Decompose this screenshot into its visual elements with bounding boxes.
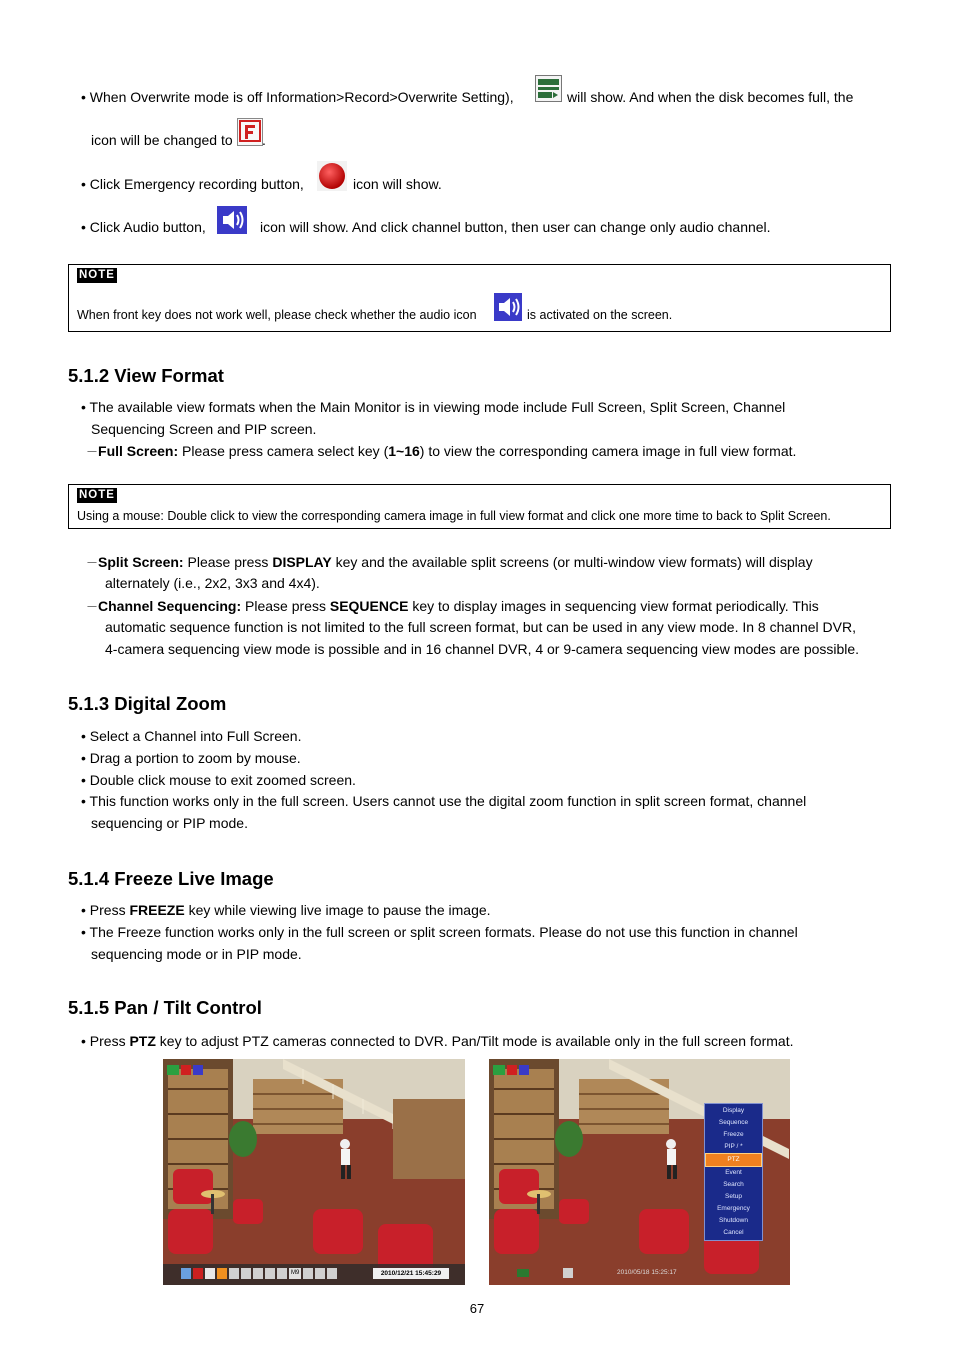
- full-screen-text-1: Please press camera select key (: [178, 443, 389, 459]
- toolbar-button-icon[interactable]: [315, 1268, 325, 1279]
- overwrite-bullet-text-3: icon will be changed to: [91, 132, 233, 148]
- split-screen-item: [86, 553, 813, 572]
- timestamp-display: 2010/05/18 15:25:17: [617, 1269, 677, 1276]
- view-format-paragraph-line-2: Sequencing Screen and PIP screen.: [91, 421, 317, 437]
- toolbar-button-icon[interactable]: [265, 1268, 275, 1279]
- note-tag: NOTE: [79, 269, 115, 281]
- toolbar-button-icon[interactable]: [277, 1268, 287, 1279]
- note-tag: NOTE: [79, 489, 115, 501]
- full-screen-key: 1~16: [388, 443, 420, 459]
- full-screen-item: [86, 442, 796, 461]
- ptz-key: PTZ: [129, 1033, 156, 1049]
- ptz-text-pre: • Press: [81, 1033, 130, 1049]
- menu-item-emergency[interactable]: Emergency: [717, 1205, 750, 1212]
- page-number: 67: [469, 1301, 485, 1316]
- channel-sequencing-line-2: automatic sequence function is not limited to the full screen format, but can be used in any view mode. In 8 channel DVR,: [105, 619, 856, 635]
- library-scene-image: [163, 1059, 465, 1285]
- toolbar-button-icon[interactable]: [229, 1268, 239, 1279]
- menu-item-pip[interactable]: PIP / *: [724, 1143, 743, 1150]
- overwrite-off-icon: [535, 75, 562, 102]
- note-box-audio: [68, 264, 891, 332]
- digital-zoom-bullet-4-line-1: • This function works only in the full screen. Users cannot use the digital zoom function in split screen format, channel: [81, 793, 807, 809]
- channel-sequencing-line-3: 4-camera sequencing view mode is possible and in 16 channel DVR, 4 or 9-camera sequencing view modes are possible.: [105, 641, 860, 657]
- toolbar-split-button[interactable]: M9: [289, 1268, 301, 1279]
- menu-item-shutdown[interactable]: Shutdown: [719, 1217, 748, 1224]
- full-screen-text-2: ) to view the corresponding camera image in full view format.: [419, 443, 797, 459]
- dvr-toolbar: [181, 1268, 337, 1279]
- section-heading-view-format: 5.1.2 View Format: [68, 365, 224, 386]
- emergency-bullet-text-2: icon will show.: [353, 176, 442, 192]
- menu-item-cancel[interactable]: Cancel: [723, 1229, 744, 1236]
- display-key: DISPLAY: [272, 554, 332, 570]
- emergency-record-icon: [317, 161, 347, 191]
- toolbar-button-icon[interactable]: [205, 1268, 215, 1279]
- freeze-bullet-1: [81, 901, 491, 919]
- toolbar-button-icon[interactable]: [253, 1268, 263, 1279]
- note-text-1: When front key does not work well, please check whether the audio icon: [77, 308, 477, 322]
- channel-sequencing-text-1: Please press: [241, 598, 330, 614]
- full-screen-label: Full Screen:: [98, 443, 179, 459]
- audio-indicator-icon: [519, 1065, 529, 1075]
- toolbar-button-icon[interactable]: [303, 1268, 313, 1279]
- digital-zoom-bullet-1: • Select a Channel into Full Screen.: [81, 728, 302, 744]
- toolbar-button-icon[interactable]: [217, 1268, 227, 1279]
- overwrite-status-icon: [563, 1268, 573, 1278]
- note-text: Using a mouse: Double click to view the corresponding camera image in full view format and click one more time to back to Split Screen.: [77, 509, 831, 523]
- menu-item-event[interactable]: Event: [725, 1169, 742, 1176]
- timestamp-display: 2010/12/21 15:45:29: [373, 1268, 449, 1279]
- freeze-text-post: key while viewing live image to pause the image.: [184, 902, 491, 918]
- audio-bullet-text-2: icon will show. And click channel button, then user can change only audio channel.: [260, 219, 771, 235]
- channel-sequencing-text-2: key to display images in sequencing view format periodically. This: [408, 598, 819, 614]
- note-box-mouse: [68, 484, 891, 529]
- channel-indicator-icon: [493, 1065, 505, 1075]
- dash: －: [86, 600, 99, 614]
- split-screen-text-1: Please press: [183, 554, 273, 570]
- menu-item-ptz[interactable]: PTZ: [705, 1153, 762, 1167]
- section-heading-pan-tilt: 5.1.5 Pan / Tilt Control: [68, 997, 262, 1018]
- audio-bullet-text-1: • Click Audio button,: [81, 219, 206, 235]
- freeze-key: FREEZE: [129, 902, 185, 918]
- audio-speaker-icon: [494, 293, 522, 321]
- pan-tilt-bullet: [81, 1032, 793, 1050]
- dash: －: [86, 445, 99, 459]
- ptz-text-post: key to adjust PTZ cameras connected to DVR. Pan/Tilt mode is available only in the full screen format.: [155, 1033, 794, 1049]
- freeze-bullet-2-line-1: • The Freeze function works only in the full screen or split screen formats. Please do not use this function in channel: [81, 924, 798, 940]
- disk-full-icon: [237, 118, 263, 146]
- dvr-menu-screenshot: [489, 1059, 790, 1285]
- dvr-context-menu: [704, 1103, 763, 1241]
- section-heading-digital-zoom: 5.1.3 Digital Zoom: [68, 693, 227, 714]
- sequence-key: SEQUENCE: [329, 598, 409, 614]
- split-screen-text-2: key and the available split screens (or multi-window view formats) will display: [331, 554, 813, 570]
- channel-indicator-icon: [167, 1065, 179, 1075]
- freeze-text-pre: • Press: [81, 902, 130, 918]
- freeze-bullet-2-line-2: sequencing mode or in PIP mode.: [91, 946, 302, 962]
- digital-zoom-bullet-2: • Drag a portion to zoom by mouse.: [81, 750, 301, 766]
- toolbar-button-icon[interactable]: [193, 1268, 203, 1279]
- note-text-2: is activated on the screen.: [527, 308, 673, 322]
- toolbar-button-icon[interactable]: [241, 1268, 251, 1279]
- split-screen-line-2: alternately (i.e., 2x2, 3x3 and 4x4).: [105, 575, 320, 591]
- audio-indicator-icon: [193, 1065, 203, 1075]
- audio-speaker-icon: [217, 206, 247, 234]
- digital-zoom-bullet-4-line-2: sequencing or PIP mode.: [91, 815, 248, 831]
- view-format-paragraph-line-1: • The available view formats when the Main Monitor is in viewing mode include Full Screen, Split Screen, Channel: [81, 399, 786, 415]
- channel-sequencing-label: Channel Sequencing:: [98, 598, 242, 614]
- record-indicator-icon: [507, 1065, 517, 1075]
- menu-item-display[interactable]: Display: [722, 1107, 745, 1114]
- record-indicator-icon: [181, 1065, 191, 1075]
- overwrite-bullet-text-1: • When Overwrite mode is off Information>Record>Overwrite Setting),: [81, 89, 514, 105]
- overwrite-bullet-text-2: will show. And when the disk becomes full, the: [567, 89, 854, 105]
- dash: －: [86, 556, 99, 570]
- digital-zoom-bullet-3: • Double click mouse to exit zoomed screen.: [81, 772, 356, 788]
- channel-sequencing-item: [86, 597, 819, 616]
- hdd-status-icon: [517, 1269, 529, 1277]
- toolbar-button-icon[interactable]: [327, 1268, 337, 1279]
- menu-item-setup[interactable]: Setup: [725, 1193, 742, 1200]
- menu-item-freeze[interactable]: Freeze: [723, 1131, 744, 1138]
- split-screen-label: Split Screen:: [98, 554, 184, 570]
- menu-item-sequence[interactable]: Sequence: [718, 1119, 749, 1126]
- emergency-bullet-text-1: • Click Emergency recording button,: [81, 176, 304, 192]
- overwrite-bullet-text-4: .: [262, 132, 266, 148]
- dvr-live-view-screenshot: [163, 1059, 465, 1285]
- toolbar-button-icon[interactable]: [181, 1268, 191, 1279]
- section-heading-freeze: 5.1.4 Freeze Live Image: [68, 868, 274, 889]
- menu-item-search[interactable]: Search: [723, 1181, 744, 1188]
